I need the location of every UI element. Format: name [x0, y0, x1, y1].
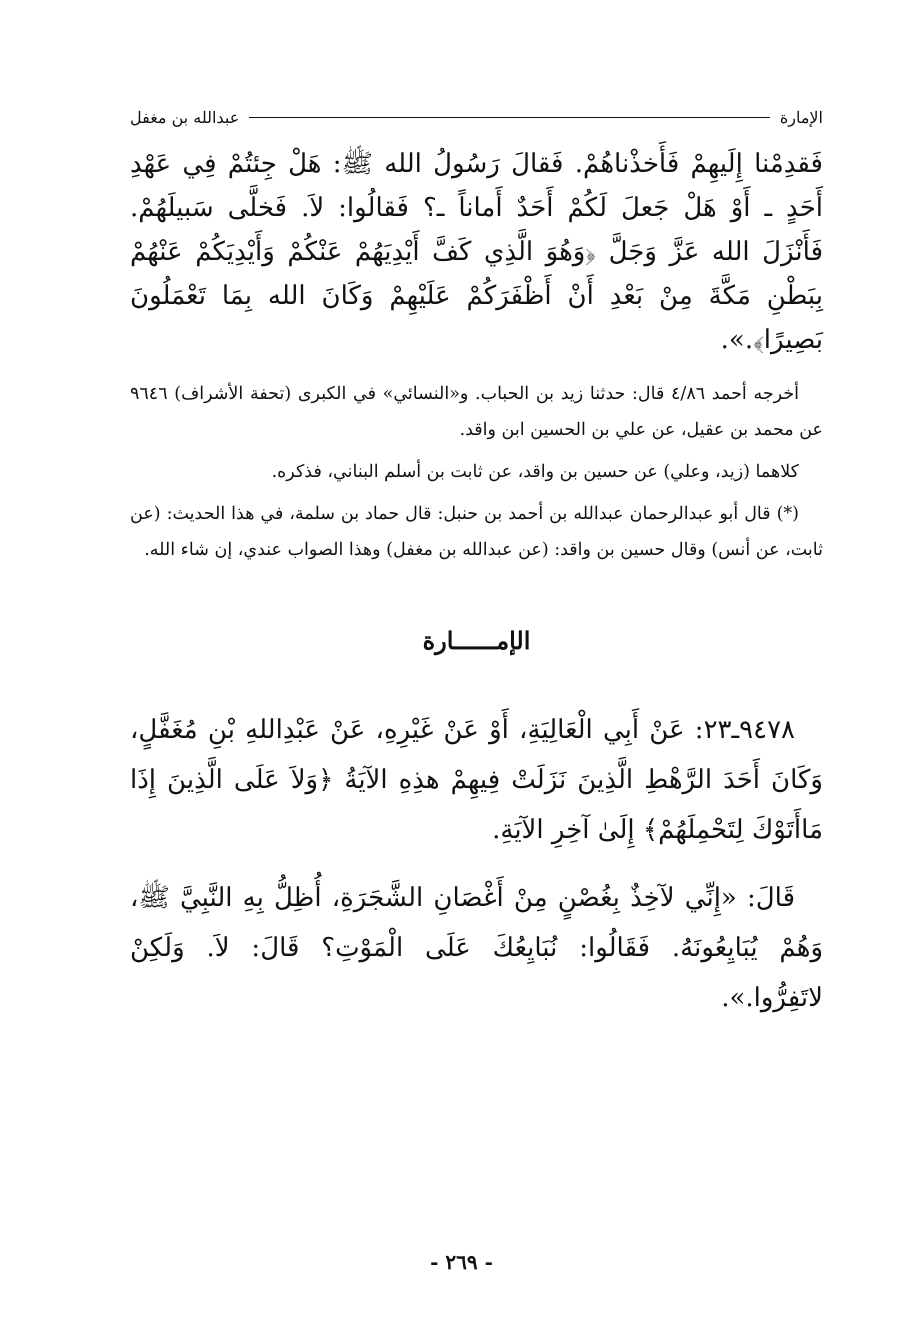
running-header: [130, 100, 823, 134]
page-number: - ٢٦٩ -: [430, 1250, 493, 1274]
chain-note: كلاهما (زيد، وعلي) عن حسين بن واقد، عن ثابت بن أسلم البناني، فذكره.: [271, 462, 799, 482]
hadith-body: قَالَ: «إِنِّي لآخِذٌ بِغُصْنٍ مِنْ أَغْصَانِ الشَّجَرَةِ، أُظِلُّ بِهِ النَّبِيَّ ﷺ، وَهُمْ يُبَايِعُونَهُ. فَقَالُوا: نُبَايِعُكَ عَلَى الْمَوْتِ؟ قَالَ: لاَ. وَلَكِنْ لاتَفِرُّوا.».: [130, 883, 823, 1013]
book-page: [130, 100, 823, 1324]
previous-hadith-text: فَقدِمْنا إِلَيهِمْ فَأَخذْناهُمْ. فَقالَ رَسُولُ الله ﷺ: هَلْ جِئتُمْ فِي عَهْدِ أَحَدٍ ـ أَوْ هَلْ جَعلَ لَكُمْ أَحَدٌ أَماناً ـ؟ فَقالُوا: لاَ. فَخلَّى سَبيلَهُمْ. فَأَنْزَلَ الله عَزَّ وَجَلَّ ﴿وَهُوَ الَّذِي كَفَّ أَيْدِيَهُمْ عَنْكُمْ وَأَيْدِيَكُمْ عَنْهُمْ بِبَطْنِ مَكَّةَ مِنْ بَعْدِ أَنْ أَظْفَرَكُمْ عَلَيْهِمْ وَكَانَ الله بِمَا تَعْمَلُونَ بَصِيرًا﴾.».: [130, 149, 823, 355]
takhrij-note: أخرجه أحمد ٤/٨٦ قال: حدثنا زيد بن الحباب. و«النسائي» في الكبرى (تحفة الأشراف) ٩٦٤٦ عن محمد بن عقيل، عن علي بن الحسين ابن واقد.: [130, 384, 823, 440]
section-title: الإمــــــارة: [422, 626, 531, 655]
author-remark-note: (*) قال أبو عبدالرحمان عبدالله بن أحمد بن حنبل: قال حماد بن سلمة، في هذا الحديث: (عن ثابت، عن أنس) وقال حسين بن واقد: (عن عبدالله بن مغفل) وهذا الصواب عندي، إن شاء الله.: [130, 504, 823, 560]
header-rule: [249, 117, 770, 118]
header-chapter-title: الإمارة: [779, 107, 823, 127]
hadith-intro: ٩٤٧٨ـ٢٣: عَنْ أَبِي الْعَالِيَةِ، أَوْ عَنْ غَيْرِهِ، عَنْ عَبْدِاللهِ بْنِ مُغَفَّلٍ، وَكَانَ أَحَدَ الرَّهْطِ الَّذِينَ نَزَلَتْ فِيهِمْ هذِهِ الآيَةُ ﴿وَلاَ عَلَى الَّذِينَ إِذَا مَاأَتَوْكَ لِتَحْمِلَهُمْ﴾ إِلَىٰ آخِرِ الآيَةِ.: [130, 715, 823, 845]
header-narrator-name: عبدالله بن مغفل: [130, 107, 240, 127]
